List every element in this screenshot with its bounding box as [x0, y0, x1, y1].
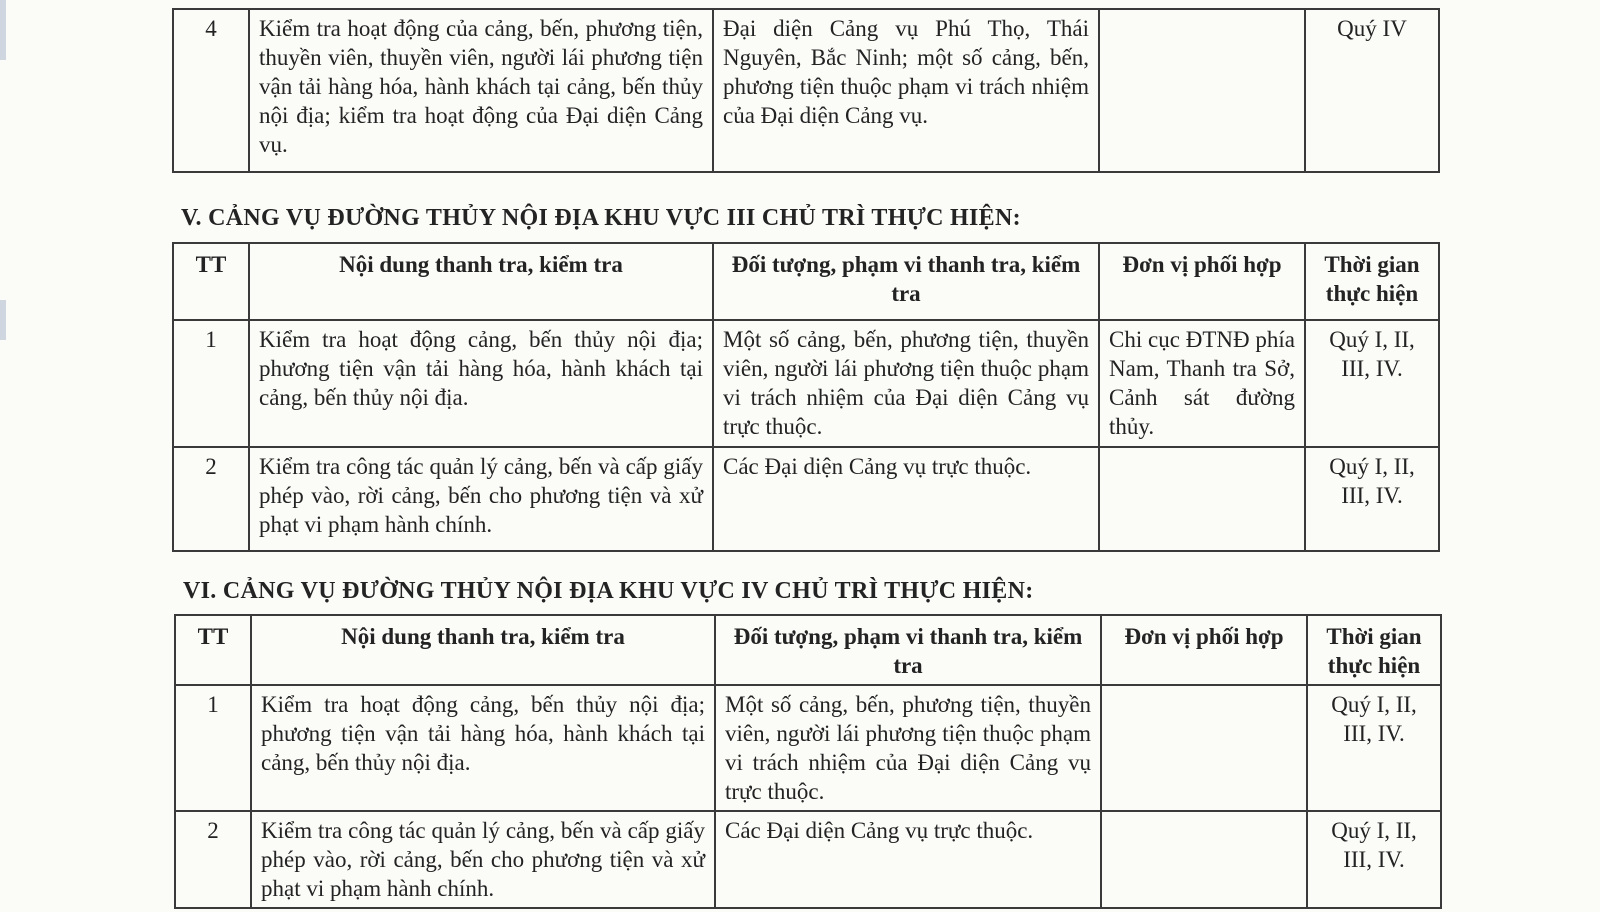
row-time: Quý IV — [1305, 9, 1439, 172]
row-number: 2 — [175, 811, 251, 908]
row-time: Quý I, II, III, IV. — [1307, 685, 1441, 811]
header-time: Thời gian thực hiện — [1305, 243, 1439, 320]
row-scope: Các Đại diện Cảng vụ trực thuộc. — [713, 447, 1099, 551]
row-content: Kiểm tra hoạt động cảng, bến thủy nội địa; phương tiện vận tải hàng hóa, hành khách tại cảng, bến thủy nội địa. — [251, 685, 715, 811]
header-coordination: Đơn vị phối hợp — [1101, 615, 1307, 685]
row-scope: Một số cảng, bến, phương tiện, thuyền viên, người lái phương tiện thuộc phạm vi trách nhiệm của Đại diện Cảng vụ trực thuộc. — [715, 685, 1101, 811]
header-scope: Đối tượng, phạm vi thanh tra, kiểm tra — [713, 243, 1099, 320]
row-time: Quý I, II, III, IV. — [1307, 811, 1441, 908]
header-coordination: Đơn vị phối hợp — [1099, 243, 1305, 320]
section-5-table — [172, 242, 1440, 552]
row-number: 1 — [175, 685, 251, 811]
row-coordination: Chi cục ĐTNĐ phía Nam, Thanh tra Sở, Cảnh sát đường thủy. — [1099, 320, 1305, 447]
row-time: Quý I, II, III, IV. — [1305, 447, 1439, 551]
table-row — [173, 320, 1439, 447]
row-coordination — [1101, 811, 1307, 908]
row-content: Kiểm tra công tác quản lý cảng, bến và cấp giấy phép vào, rời cảng, bến cho phương tiện và xử phạt vi phạm hành chính. — [249, 447, 713, 551]
header-content: Nội dung thanh tra, kiểm tra — [251, 615, 715, 685]
header-scope: Đối tượng, phạm vi thanh tra, kiểm tra — [715, 615, 1101, 685]
row-number: 1 — [173, 320, 249, 447]
top-table — [172, 8, 1440, 173]
row-scope: Các Đại diện Cảng vụ trực thuộc. — [715, 811, 1101, 908]
row-number: 2 — [173, 447, 249, 551]
scan-edge-mark — [0, 0, 6, 60]
row-coordination — [1101, 685, 1307, 811]
section-6-table — [174, 614, 1442, 909]
row-content: Kiểm tra hoạt động cảng, bến thủy nội địa; phương tiện vận tải hàng hóa, hành khách tại cảng, bến thủy nội địa. — [249, 320, 713, 447]
row-coordination — [1099, 9, 1305, 172]
scan-edge-mark — [0, 300, 6, 340]
header-tt: TT — [173, 243, 249, 320]
row-number: 4 — [173, 9, 249, 172]
header-time: Thời gian thực hiện — [1307, 615, 1441, 685]
row-scope: Một số cảng, bến, phương tiện, thuyền viên, người lái phương tiện thuộc phạm vi trách nhiệm của Đại diện Cảng vụ trực thuộc. — [713, 320, 1099, 447]
row-content: Kiểm tra công tác quản lý cảng, bến và cấp giấy phép vào, rời cảng, bến cho phương tiện và xử phạt vi phạm hành chính. — [251, 811, 715, 908]
row-scope: Đại diện Cảng vụ Phú Thọ, Thái Nguyên, Bắc Ninh; một số cảng, bến, phương tiện thuộc phạm vi trách nhiệm của Đại diện Cảng vụ. — [713, 9, 1099, 172]
header-tt: TT — [175, 615, 251, 685]
row-time: Quý I, II, III, IV. — [1305, 320, 1439, 447]
table-row — [175, 811, 1441, 908]
section-6-heading: VI. CẢNG VỤ ĐƯỜNG THỦY NỘI ĐỊA KHU VỰC IV CHỦ TRÌ THỰC HIỆN: — [183, 578, 1034, 604]
row-content: Kiểm tra hoạt động của cảng, bến, phương tiện, thuyền viên, thuyền viên, người lái phương tiện vận tải hàng hóa, hành khách tại cảng, bến thủy nội địa; kiểm tra hoạt động của Đại diện Cảng vụ. — [249, 9, 713, 172]
table-row — [173, 9, 1439, 172]
table-header-row — [175, 615, 1441, 685]
header-content: Nội dung thanh tra, kiểm tra — [249, 243, 713, 320]
section-5-heading: V. CẢNG VỤ ĐƯỜNG THỦY NỘI ĐỊA KHU VỰC III CHỦ TRÌ THỰC HIỆN: — [181, 205, 1021, 231]
table-row — [173, 447, 1439, 551]
table-row — [175, 685, 1441, 811]
table-header-row — [173, 243, 1439, 320]
row-coordination — [1099, 447, 1305, 551]
